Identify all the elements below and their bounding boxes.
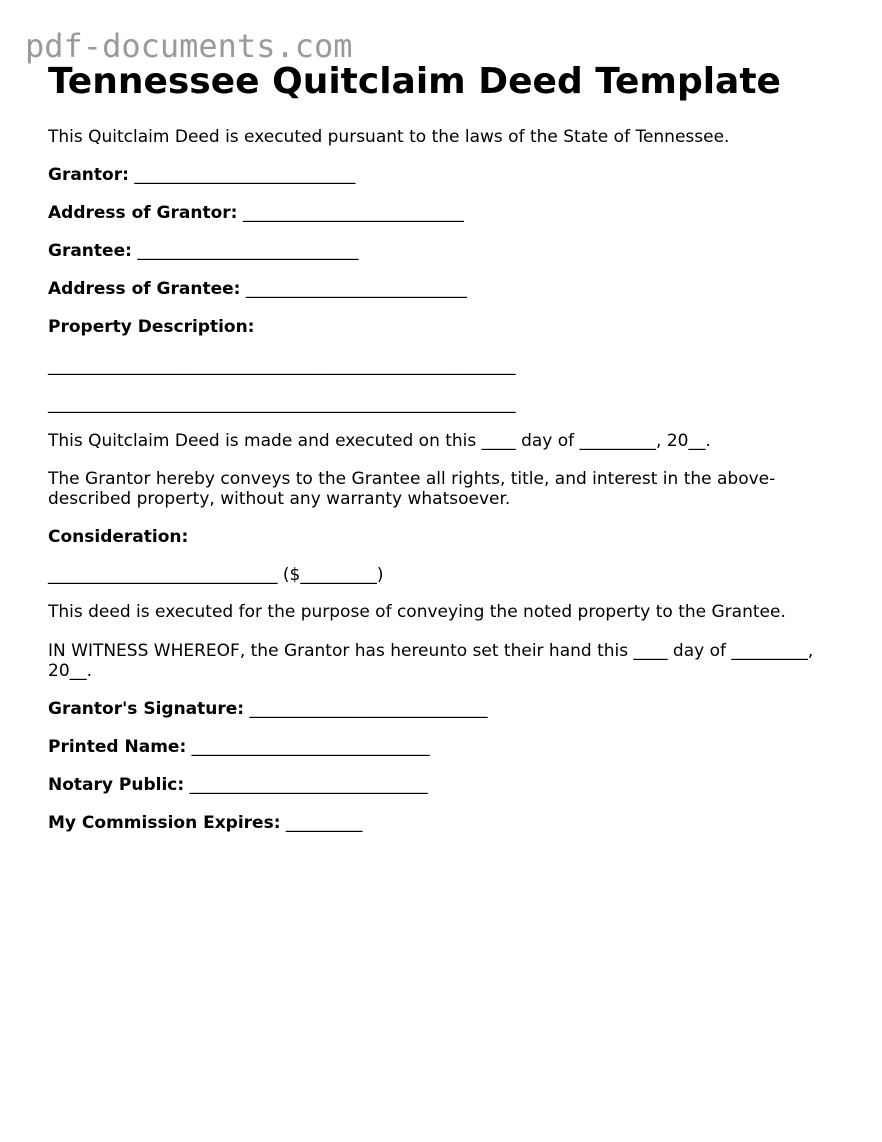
property-description-line-2[interactable]: _______________________________________________________ (48, 394, 516, 414)
printed-name-field (48, 737, 430, 758)
grantor-address-blank[interactable]: __________________________ (242, 203, 464, 223)
commission-expires-field (48, 813, 362, 834)
printed-name-blank[interactable]: ____________________________ (191, 737, 430, 757)
grantor-signature-field (48, 699, 488, 720)
grantor-signature-blank[interactable]: ____________________________ (249, 699, 488, 719)
grantee-address-label: Address of Grantee: (48, 279, 241, 299)
grantee-label: Grantee: (48, 241, 132, 261)
watermark: pdf-documents.com (25, 27, 353, 65)
notary-public-field (48, 775, 428, 796)
consideration-label: Consideration: (48, 527, 189, 547)
printed-name-label: Printed Name: (48, 737, 187, 757)
execution-date-text: This Quitclaim Deed is made and executed on this ____ day of _________, 20__. (48, 431, 711, 451)
notary-public-label: Notary Public: (48, 775, 185, 795)
witness-text: IN WITNESS WHEREOF, the Grantor has hereunto set their hand this ____ day of _________, 20__. (48, 641, 814, 681)
property-description-line-1[interactable]: _______________________________________________________ (48, 356, 516, 376)
grantor-blank[interactable]: __________________________ (134, 165, 356, 185)
conveyance-text: The Grantor hereby conveys to the Grantee all rights, title, and interest in the above-described property, without any warranty whatsoever. (48, 469, 776, 509)
grantee-address-field (48, 279, 467, 300)
grantor-field (48, 165, 355, 186)
property-description-label: Property Description: (48, 317, 255, 337)
grantee-address-blank[interactable]: __________________________ (245, 279, 467, 299)
consideration-blank[interactable]: ___________________________ ($_________) (48, 565, 384, 585)
grantor-signature-label: Grantor's Signature: (48, 699, 245, 719)
commission-expires-blank[interactable]: _________ (285, 813, 363, 833)
notary-public-blank[interactable]: ____________________________ (189, 775, 428, 795)
purpose-text: This deed is executed for the purpose of conveying the noted property to the Grantee. (48, 602, 786, 622)
grantor-address-field (48, 203, 464, 224)
document-title: Tennessee Quitclaim Deed Template (48, 61, 781, 102)
commission-expires-label: My Commission Expires: (48, 813, 281, 833)
grantee-blank[interactable]: __________________________ (137, 241, 359, 261)
grantee-field (48, 241, 358, 262)
intro-text: This Quitclaim Deed is executed pursuant to the laws of the State of Tennessee. (48, 127, 730, 147)
grantor-label: Grantor: (48, 165, 129, 185)
grantor-address-label: Address of Grantor: (48, 203, 238, 223)
